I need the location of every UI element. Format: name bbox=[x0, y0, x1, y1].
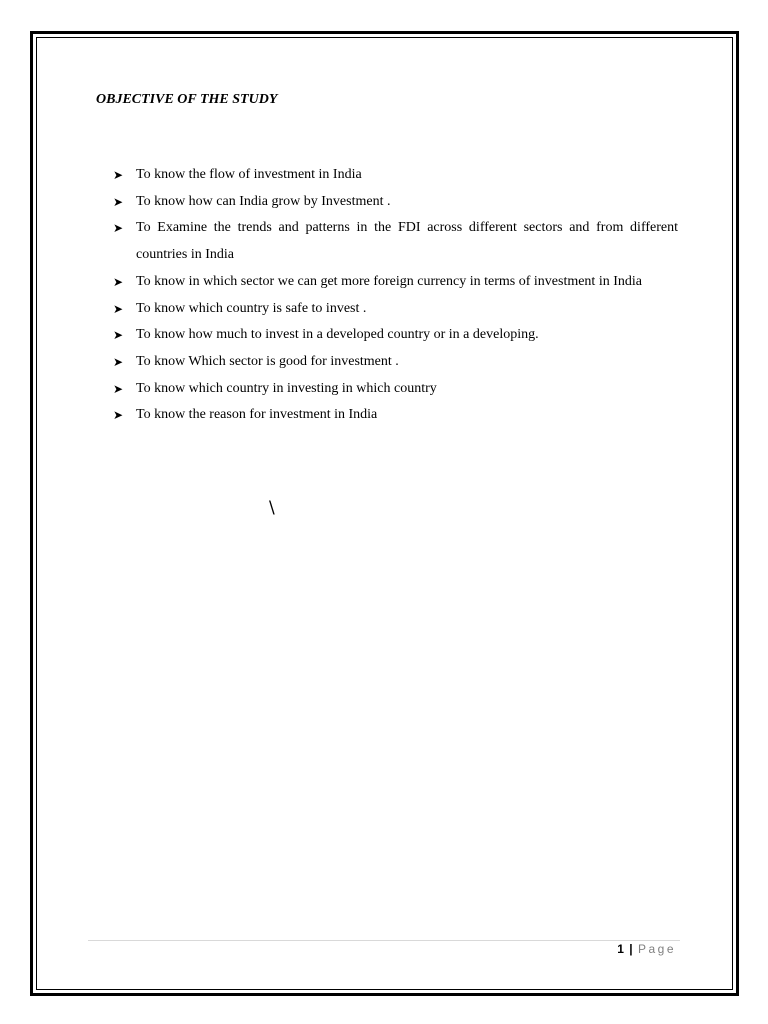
list-item-text: To know Which sector is good for investment . bbox=[136, 353, 399, 369]
page-footer bbox=[617, 942, 676, 956]
list-item bbox=[113, 322, 678, 349]
arrowhead-bullet-icon: ➤ bbox=[113, 274, 124, 289]
section-heading: OBJECTIVE OF THE STUDY bbox=[96, 92, 278, 107]
arrowhead-bullet-icon: ➤ bbox=[113, 381, 124, 396]
list-item-text: To Examine the trends and patterns in the FDI across different sectors and from different countries in India bbox=[136, 220, 678, 263]
arrowhead-bullet-icon: ➤ bbox=[113, 408, 124, 423]
objectives-list bbox=[113, 162, 678, 429]
list-item bbox=[113, 162, 678, 189]
list-item-text: To know in which sector we can get more foreign currency in terms of investment in India bbox=[136, 273, 642, 289]
list-item bbox=[113, 402, 678, 429]
footer-divider bbox=[88, 940, 680, 941]
list-item bbox=[113, 189, 678, 216]
arrowhead-bullet-icon: ➤ bbox=[113, 221, 124, 236]
list-item bbox=[113, 215, 678, 268]
stray-backslash-mark: \ bbox=[269, 498, 275, 518]
page-label: Page bbox=[637, 942, 676, 956]
list-item bbox=[113, 296, 678, 323]
list-item bbox=[113, 376, 678, 403]
list-item bbox=[113, 269, 678, 296]
page-number-separator: | bbox=[629, 942, 633, 956]
page-number: 1 bbox=[617, 942, 624, 956]
arrowhead-bullet-icon: ➤ bbox=[113, 301, 124, 316]
list-item-text: To know which country in investing in which country bbox=[136, 380, 437, 396]
list-item-text: To know how much to invest in a developed country or in a developing. bbox=[136, 327, 539, 343]
arrowhead-bullet-icon: ➤ bbox=[113, 328, 124, 343]
arrowhead-bullet-icon: ➤ bbox=[113, 168, 124, 182]
list-item-text: To know the flow of investment in India bbox=[136, 167, 362, 182]
list-item-text: To know how can India grow by Investment . bbox=[136, 193, 391, 209]
arrowhead-bullet-icon: ➤ bbox=[113, 354, 124, 369]
list-item-text: To know the reason for investment in India bbox=[136, 407, 378, 423]
arrowhead-bullet-icon: ➤ bbox=[113, 194, 124, 209]
list-item bbox=[113, 349, 678, 376]
list-item-text: To know which country is safe to invest . bbox=[136, 300, 367, 316]
